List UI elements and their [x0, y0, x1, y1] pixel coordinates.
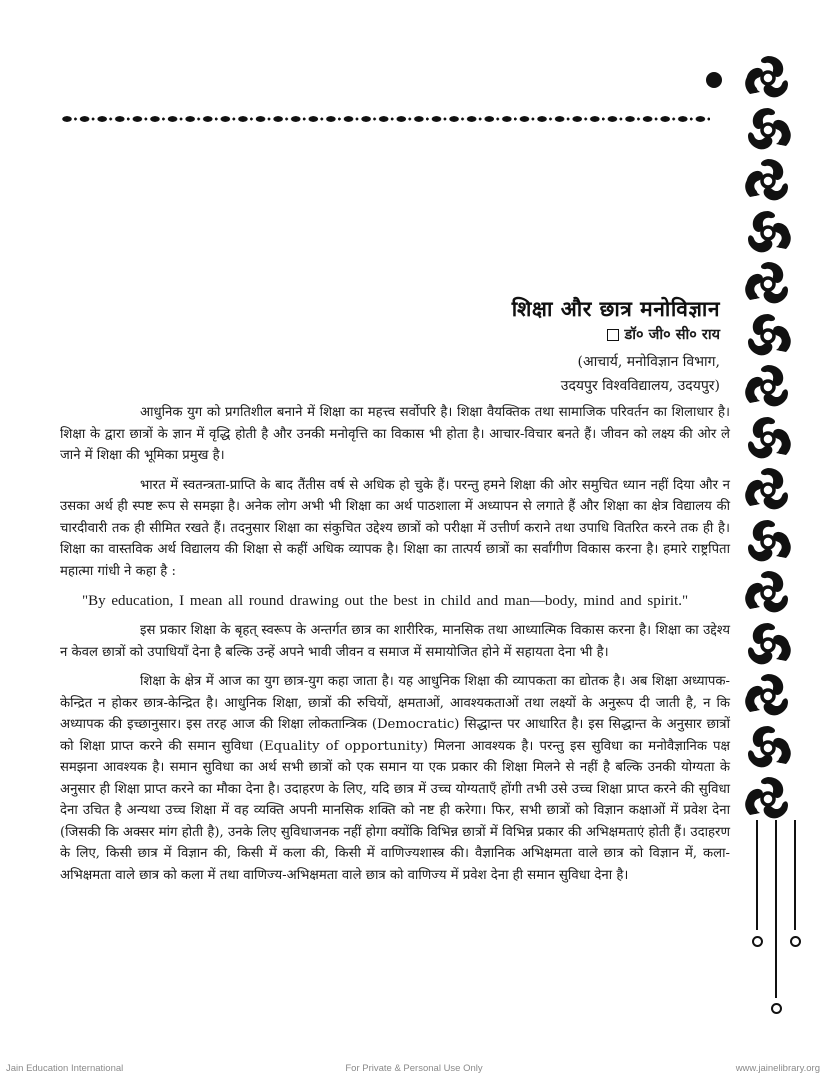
paisley-ornament-icon [740, 514, 796, 570]
paisley-ornament-icon [740, 617, 796, 673]
paisley-ornament-icon [740, 50, 796, 106]
affiliation-line-2: उदयपुर विश्वविद्यालय, उदयपुर) [560, 378, 720, 394]
paisley-ornament-icon [740, 720, 796, 776]
ornament-dot [706, 72, 722, 88]
author-name: डॉ० जी० सी० राय [624, 327, 720, 343]
affiliation-line-1: (आचार्य, मनोविज्ञान विभाग, [577, 354, 720, 370]
footer-usage-notice: For Private & Personal Use Only [345, 1063, 483, 1074]
gandhi-quote: "By education, I mean all round drawing out the best in child and man—body, mind and spirit." [82, 593, 689, 609]
pendant-ring-right [790, 936, 801, 947]
paisley-ornament-icon [740, 153, 796, 209]
paisley-ornament-icon [740, 256, 796, 312]
paragraph-2: भारत में स्वतन्त्रता-प्राप्ति के बाद तैंतीस वर्ष से अधिक हो चुके हैं। परन्तु हमने शिक्षा की ओर समुचित ध्यान नहीं दिया और न उसका अर्थ ही स्पष्ट रूप से समझा है। अनेक लोग अभी भी शिक्षा का अर्थ पाठशाला में अध्यापन से लगाते हैं और शिक्षा का क्षेत्र विद्यालय की चारदीवारी तक ही सीमित रखते हैं। तदनुसार शिक्षा का संकुचित उद्देश्य छात्रों को परीक्षा में उत्तीर्ण कराने तथा उपाधि वितरित करने तक ही है। शिक्षा का वास्तविक अर्थ विद्यालय की शिक्षा से कहीं अधिक व्यापक है। शिक्षा का तात्पर्य छात्रों का सर्वांगीण विकास करना है। हमारे राष्ट्रपिता महात्मा गांधी ने कहा है : [60, 477, 730, 579]
paisley-ornament-icon [740, 359, 796, 415]
pendant-ring-left [752, 936, 763, 947]
pendant-line-center [775, 820, 777, 998]
paisley-ornament-icon [740, 462, 796, 518]
author-line [512, 324, 720, 346]
paisley-ornament-icon [740, 668, 796, 724]
page-footer [0, 1060, 828, 1078]
paisley-ornament-icon [740, 771, 796, 827]
pendant-line-left [756, 820, 758, 930]
right-ornamental-border [740, 50, 798, 840]
paisley-ornament-icon [740, 411, 796, 467]
paisley-ornament-icon [740, 102, 796, 158]
article-header [512, 296, 720, 398]
footer-publisher: Jain Education International [6, 1063, 124, 1074]
pendant-ring-center [771, 1003, 782, 1014]
paisley-ornament-icon [740, 308, 796, 364]
paisley-ornament-icon [740, 565, 796, 621]
article-title: शिक्षा और छात्र मनोविज्ञान [511, 297, 720, 321]
paragraph-1: आधुनिक युग को प्रगतिशील बनाने में शिक्षा का महत्त्व सर्वोपरि है। शिक्षा वैयक्तिक तथा सामाजिक परिवर्तन का शिलाधार है। शिक्षा के द्वारा छात्रों के ज्ञान में वृद्धि होती है और उनकी मनोवृत्ति का विकास भी होता है। आचार-विचार बनते हैं। जीवन को लक्ष्य की ओर ले जाने में शिक्षा की भूमिका प्रमुख है। [60, 405, 730, 463]
decorative-top-rule [60, 115, 710, 123]
paragraph-4: शिक्षा के क्षेत्र में आज का युग छात्र-युग कहा जाता है। यह आधुनिक शिक्षा की व्यापकता का द्योतक है। अब शिक्षा अध्यापक-केन्द्रित न होकर छात्र-केन्द्रित है। आधुनिक शिक्षा, छात्रों की रुचियों, क्षमताओं, आवश्यकताओं तथा लक्ष्यों के अनुरूप दी जाती है, न कि अध्यापक की इच्छानुसार। इस तरह आज की शिक्षा लोकतान्त्रिक (Democratic) सिद्धान्त पर आधारित है। इस सिद्धान्त के अनुसार छात्रों को शिक्षा प्राप्त करने की समान सुविधा (Equality of opportunity) मिलना आवश्यक है। परन्तु इस सुविधा का मनोवैज्ञानिक पक्ष समझना आवश्यक है। समान सुविधा का अर्थ सभी छात्रों को एक समान या एक प्रकार की शिक्षा मिलने से नहीं है बल्कि उनकी योग्यता के अनुसार ही शिक्षा प्राप्त करने का मौका देना है। उदाहरण के लिए, यदि छात्र में उच्च योग्यताएँ होंगी तभी उसे उच्च शिक्षा प्राप्त करने की सुविधा देना उचित है अन्यथा उच्च शिक्षा में वह व्यक्ति अपनी मानसिक शक्ति को नष्ट ही करेगा। फिर, सभी छात्रों को विज्ञान कक्षाओं में प्रवेश देना (जिसकी कि अक्सर मांग होती है), उनके लिए सुविधाजनक नहीं होगा क्योंकि विभिन्न छात्रों में विभिन्न प्रकार की अभिक्षमताएं होती हैं। उदाहरण के लिए, किसी छात्र में विज्ञान की, किसी में कला की, किसी में वाणिज्यशास्त्र की। वैज्ञानिक अभिक्षमता वाले छात्र को विज्ञान में, कला-अभिक्षमता वाले छात्र को कला में तथा वाणिज्य-अभिक्षमता वाले छात्र को वाणिज्य में प्रवेश देना ही समान सुविधा देना है। [60, 674, 730, 883]
pendant-line-right [794, 820, 796, 930]
article-body [60, 402, 730, 894]
author-affiliation [512, 350, 720, 398]
square-bullet-icon [607, 329, 619, 341]
paragraph-3: इस प्रकार शिक्षा के बृहत् स्वरूप के अन्तर्गत छात्र का शारीरिक, मानसिक तथा आध्यात्मिक विकास करना है। शिक्षा का उद्देश्य न केवल छात्रों को उपाधियाँ देना है बल्कि उन्हें अपने भावी जीवन व समाज में समायोजित होने में सहायता देना भी है। [60, 623, 730, 660]
paisley-ornament-icon [740, 205, 796, 261]
footer-website-link[interactable]: www.jainelibrary.org [735, 1063, 820, 1074]
